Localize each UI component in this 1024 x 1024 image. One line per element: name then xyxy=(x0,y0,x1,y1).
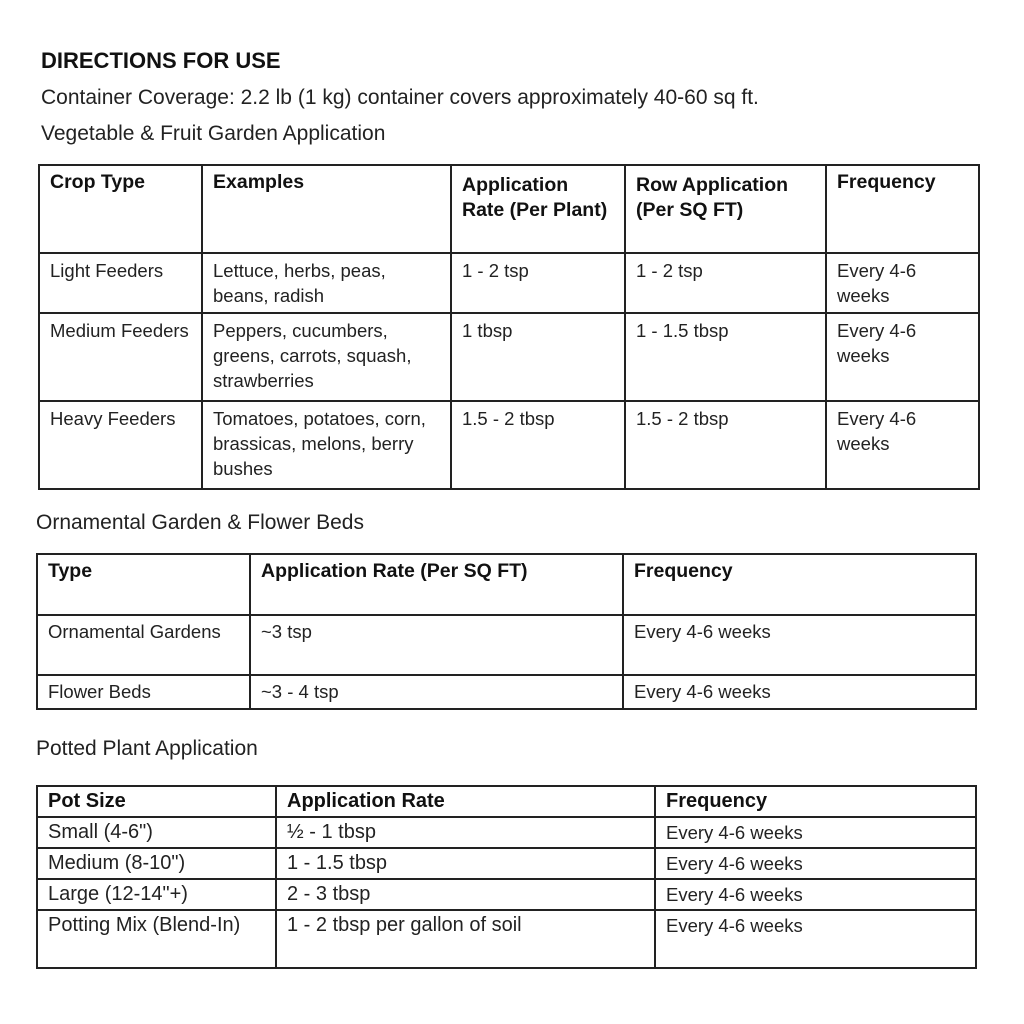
table-cell: ½ - 1 tbsp xyxy=(276,817,655,848)
table-row xyxy=(37,848,976,879)
ornamental-section-title: Ornamental Garden & Flower Beds xyxy=(36,511,364,534)
vegetable-section-title: Vegetable & Fruit Garden Application xyxy=(41,122,386,145)
column-header: Examples xyxy=(202,165,451,253)
table-cell: 2 - 3 tbsp xyxy=(276,879,655,910)
potted-section-title: Potted Plant Application xyxy=(36,737,258,760)
table-cell: 1 - 1.5 tbsp xyxy=(276,848,655,879)
column-header: Frequency xyxy=(655,786,976,817)
table-cell: Potting Mix (Blend-In) xyxy=(37,910,276,968)
column-header: Frequency xyxy=(826,165,979,253)
table-cell: Flower Beds xyxy=(37,675,250,709)
ornamental-table xyxy=(36,553,977,710)
table-cell: Medium Feeders xyxy=(39,313,202,401)
table-cell: 1 tbsp xyxy=(451,313,625,401)
column-header: Application Rate xyxy=(276,786,655,817)
table-row xyxy=(37,675,976,709)
table-row xyxy=(37,817,976,848)
table-cell: Small (4-6") xyxy=(37,817,276,848)
table-header-row xyxy=(37,554,976,615)
table-cell: Every 4-6 weeks xyxy=(655,910,976,968)
table-cell: Every 4-6 weeks xyxy=(655,879,976,910)
table-cell: 1.5 - 2 tbsp xyxy=(451,401,625,489)
table-cell: Large (12-14"+) xyxy=(37,879,276,910)
table-cell: Tomatoes, potatoes, corn, brassicas, melons, berry bushes xyxy=(202,401,451,489)
table-row xyxy=(39,401,979,489)
column-header: Type xyxy=(37,554,250,615)
table-header-row xyxy=(37,786,976,817)
table-cell: Medium (8-10") xyxy=(37,848,276,879)
table-row xyxy=(37,615,976,675)
table-cell: Every 4-6 weeks xyxy=(826,253,979,313)
table-cell: Every 4-6 weeks xyxy=(623,615,976,675)
table-row xyxy=(39,253,979,313)
column-header: Frequency xyxy=(623,554,976,615)
table-cell: ~3 tsp xyxy=(250,615,623,675)
table-cell: ~3 - 4 tsp xyxy=(250,675,623,709)
column-header: Application Rate (Per SQ FT) xyxy=(250,554,623,615)
column-header: Pot Size xyxy=(37,786,276,817)
table-cell: 1 - 2 tsp xyxy=(625,253,826,313)
column-header: Application Rate (Per Plant) xyxy=(451,165,625,253)
table-cell: Every 4-6 weeks xyxy=(826,313,979,401)
table-cell: Heavy Feeders xyxy=(39,401,202,489)
table-cell: Every 4-6 weeks xyxy=(655,848,976,879)
coverage-text: Container Coverage: 2.2 lb (1 kg) container covers approximately 40-60 sq ft. xyxy=(41,86,759,109)
table-cell: 1.5 - 2 tbsp xyxy=(625,401,826,489)
page-heading: DIRECTIONS FOR USE xyxy=(41,48,281,73)
potted-table xyxy=(36,785,977,969)
column-header: Row Application (Per SQ FT) xyxy=(625,165,826,253)
column-header: Crop Type xyxy=(39,165,202,253)
table-cell: 1 - 2 tbsp per gallon of soil xyxy=(276,910,655,968)
table-row xyxy=(37,879,976,910)
table-cell: Every 4-6 weeks xyxy=(826,401,979,489)
table-row xyxy=(37,910,976,968)
table-cell: Ornamental Gardens xyxy=(37,615,250,675)
table-cell: 1 - 1.5 tbsp xyxy=(625,313,826,401)
table-cell: Every 4-6 weeks xyxy=(623,675,976,709)
table-row xyxy=(39,313,979,401)
table-cell: Light Feeders xyxy=(39,253,202,313)
table-cell: Peppers, cucumbers, greens, carrots, squash, strawberries xyxy=(202,313,451,401)
table-cell: 1 - 2 tsp xyxy=(451,253,625,313)
table-cell: Lettuce, herbs, peas, beans, radish xyxy=(202,253,451,313)
table-header-row xyxy=(39,165,979,253)
vegetable-table xyxy=(38,164,980,490)
table-cell: Every 4-6 weeks xyxy=(655,817,976,848)
